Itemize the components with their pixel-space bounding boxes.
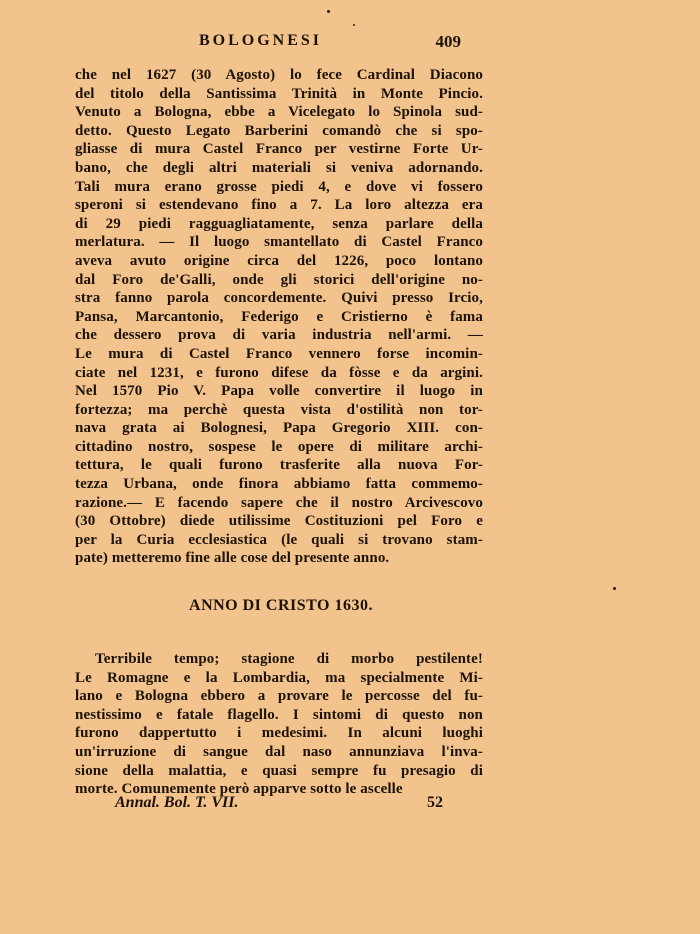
paragraph-continued (75, 66, 483, 568)
text-line: cittadino nostro, sospese le opere di militare archi- (75, 438, 483, 455)
text-line: gliasse di mura Castel Franco per vestirne Forte Ur- (75, 141, 483, 158)
paragraph-plague (75, 650, 483, 799)
text-line: stra fanno parola concordemente. Quivi presso Ircio, (75, 290, 483, 307)
signature-mark: 52 (427, 794, 443, 811)
text-line: pate) metteremo fine alle cose del presente anno. (75, 550, 390, 567)
text-line: tezza Urbana, onde finora abbiamo fatta commemo- (75, 476, 483, 493)
ink-speck (327, 10, 330, 13)
text-line: che nel 1627 (30 Agosto) lo fece Cardinal Diacono (75, 67, 483, 83)
text-line: del titolo della Santissima Trinità in Monte Pincio. (75, 85, 483, 102)
text-line: razione.— E facendo sapere che il nostro Arcivescovo (75, 494, 483, 511)
text-line: Pansa, Marcantonio, Federigo e Cristierno è fama (75, 308, 483, 325)
text-line: per la Curia ecclesiastica (le quali si trovano stam- (75, 531, 483, 548)
ink-speck (353, 24, 355, 26)
text-line: aveva avuto origine circa del 1226, poco lontano (75, 252, 483, 269)
text-line: Tali mura erano grosse piedi 4, e dove vi fossero (75, 178, 483, 195)
text-line: merlatura. — Il luogo smantellato di Castel Franco (75, 234, 483, 251)
text-line: morte. Comunemente però apparve sotto le ascelle (75, 781, 403, 798)
text-line: tettura, le quali furono trasferite alla nuova For- (75, 457, 483, 474)
text-line: dal Foro de'Galli, onde gli storici dell'origine no- (75, 271, 483, 288)
text-line: lano e Bologna ebbero a provare le percosse del fu- (75, 688, 483, 705)
text-line: Terribile tempo; stagione di morbo pestilente! (95, 651, 483, 667)
text-line: Le mura di Castel Franco vennero forse incomin- (75, 345, 483, 362)
page-number: 409 (435, 32, 461, 51)
text-line: speroni si estendevano fino a 7. La loro altezza era (75, 197, 483, 214)
text-line: sione della malattia, e quasi sempre fu presagio di (75, 762, 483, 779)
text-line: Le Romagne e la Lombardia, ma specialmente Mi- (75, 669, 483, 686)
section-heading: ANNO DI CRISTO 1630. (189, 597, 373, 614)
text-line: (30 Ottobre) diede utilissime Costituzioni pel Foro e (75, 513, 483, 530)
signature-title: Annal. Bol. T. VII. (115, 794, 239, 811)
text-line: detto. Questo Legato Barberini comandò che si spo- (75, 122, 483, 139)
ink-speck (613, 587, 616, 590)
printer-signature (115, 794, 445, 814)
text-line: Venuto a Bologna, ebbe a Vicelegato lo Spinola sud- (75, 104, 483, 121)
text-line: Nel 1570 Pio V. Papa volle convertire il luogo in (75, 383, 483, 400)
text-line: ciate nel 1231, e furono difese da fòsse e da argini. (75, 364, 483, 381)
text-line: fortezza; ma perchè questa vista d'ostilità non tor- (75, 401, 483, 418)
text-line: furono dappertutto i medesimi. In alcuni luoghi (75, 725, 483, 742)
text-line: bano, che degli altri materiali si veniva adornando. (75, 159, 483, 176)
text-line: di 29 piedi ragguagliatamente, senza parlare della (75, 215, 483, 232)
text-line: nava grata ai Bolognesi, Papa Gregorio XIII. con- (75, 420, 483, 437)
text-line: un'irruzione di sangue dal naso annunziava l'inva- (75, 743, 483, 760)
running-head (75, 32, 483, 54)
text-line: che dessero prova di varia industria nell'armi. — (75, 327, 483, 344)
text-line: nestissimo e fatale flagello. I sintomi di questo non (75, 706, 483, 723)
running-title: BOLOGNESI (199, 32, 323, 49)
